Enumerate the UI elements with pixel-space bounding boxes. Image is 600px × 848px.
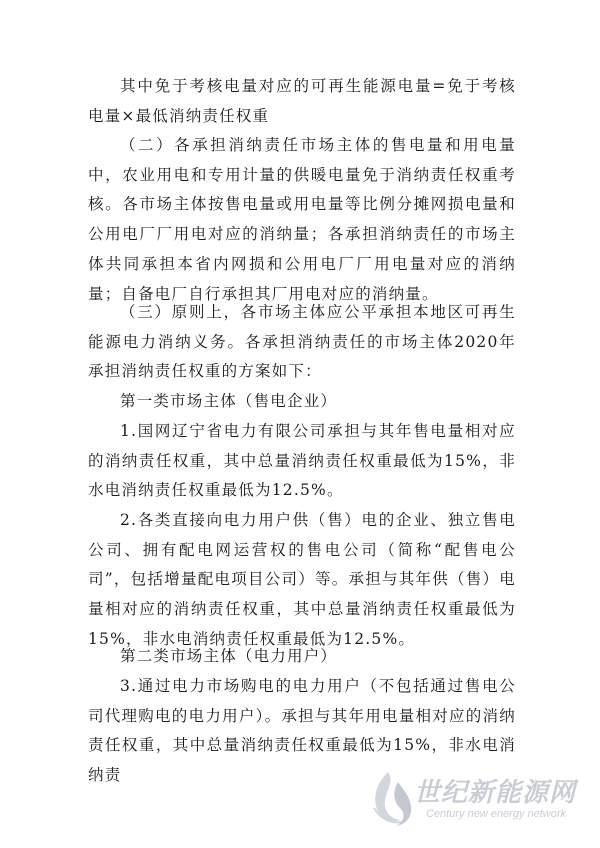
paragraph-formula: 其中免于考核电量对应的可再生能源电量=免于考核电量×最低消纳责任权重 (88, 77, 516, 125)
heading-category-1: 第一类市场主体（售电企业） (120, 392, 338, 410)
paragraph-item-2: 2.各类直接向电力用户供（售）电的企业、独立售电公司、拥有配电网运营权的售电公司（简称“配售电公司”，包括增量配电项目公司）等。承担与其年供（售）电量相对应的消纳责任权重，其中总量消纳责任权重最低为15%，非水电消纳责任权重最低为12.5%。 (88, 511, 516, 648)
site-watermark (366, 766, 586, 836)
watermark-english-name: Century new energy network (426, 808, 567, 820)
flame-logo-icon (366, 768, 416, 828)
heading-category-2: 第二类市场主体（电力用户） (120, 647, 338, 665)
paragraph-item-1: 1.国网辽宁省电力有限公司承担与其年售电量相对应的消纳责任权重，其中总量消纳责任权重最低为15%，非水电消纳责任权重最低为12.5%。 (88, 422, 516, 500)
watermark-chinese-name: 世纪新能源网 (414, 778, 577, 808)
paragraph-section-3: （三）原则上，各市场主体应公平承担本地区可再生能源电力消纳义务。各承担消纳责任的市场主体2020年承担消纳责任权重的方案如下： (88, 303, 516, 381)
paragraph-item-3: 3.通过电力市场购电的电力用户（不包括通过售电公司代理购电的电力用户）。承担与其年用电量相对应的消纳责任权重，其中总量消纳责任权重最低为15%，非水电消纳责 (88, 677, 516, 785)
paragraph-section-2: （二）各承担消纳责任市场主体的售电量和用电量中，农业用电和专用计量的供暖电量免于消纳责任权重考核。各市场主体按售电量或用电量等比例分摊网损电量和公用电厂厂用电对应的消纳量；各承担消纳责任的市场主体共同承担本省内网损和公用电厂厂用电量对应的消纳量；自备电厂自行承担其厂用电对应的消纳量。 (88, 136, 516, 303)
